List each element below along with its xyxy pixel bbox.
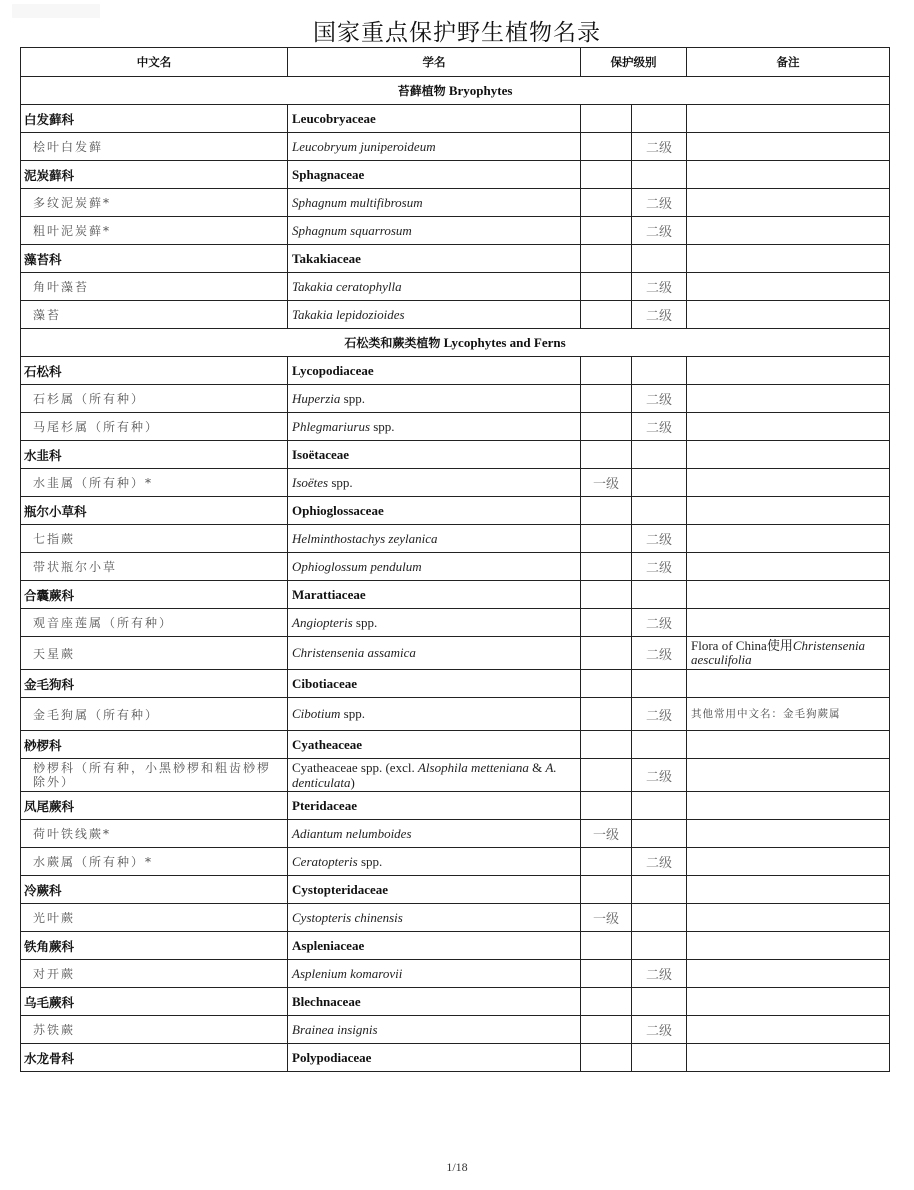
notes-cell [687,553,890,581]
level-two-cell: 二级 [632,759,687,792]
chinese-name-cell: 水韭科 [21,441,288,469]
section-title-en: Bryophytes [448,83,513,98]
level-two-cell: 二级 [632,385,687,413]
level-two-cell [632,876,687,904]
scientific-name-cell [288,133,581,161]
level-one-cell [581,637,632,670]
scientific-name-italic: Ceratopteris [292,853,358,869]
level-one-cell [581,413,632,441]
scientific-name-cell: Polypodiaceae [288,1044,581,1072]
level-one-cell: 一级 [581,904,632,932]
scientific-name-italic: Isoëtes [292,474,329,490]
level-two-cell [632,904,687,932]
chinese-name-cell: 马尾杉属（所有种） [21,413,288,441]
scientific-name-cell [288,904,581,932]
chinese-name-cell: 带状瓶尔小草 [21,553,288,581]
level-one-cell [581,792,632,820]
scientific-name-cell [288,525,581,553]
scientific-name-cell: Cyatheaceae [288,731,581,759]
level-one-cell [581,189,632,217]
species-row [21,217,890,245]
protected-plants-table [20,47,890,1072]
scientific-name-italic: Phlegmariurus [292,418,370,434]
species-row [21,469,890,497]
level-two-cell: 二级 [632,848,687,876]
species-row [21,413,890,441]
scientific-name-text: Cyatheaceae spp. (excl. [292,760,418,775]
level-two-cell: 二级 [632,698,687,731]
notes-cell [687,161,890,189]
notes-cell [687,1016,890,1044]
level-one-cell [581,848,632,876]
level-one-cell [581,273,632,301]
chinese-name-cell: 石杉属（所有种） [21,385,288,413]
scientific-name-cell: Blechnaceae [288,988,581,1016]
level-two-cell [632,497,687,525]
level-two-cell: 二级 [632,273,687,301]
level-one-cell [581,731,632,759]
section-title-en: Lycophytes and Ferns [443,335,566,350]
scientific-name-text: spp. [340,706,365,721]
scientific-name-cell [288,960,581,988]
notes-cell [687,525,890,553]
level-two-cell [632,161,687,189]
chinese-name-cell: 白发藓科 [21,105,288,133]
scientific-name-cell: Lycopodiaceae [288,357,581,385]
notes-cell [687,273,890,301]
scientific-name-cell [288,469,581,497]
level-one-cell: 一级 [581,820,632,848]
scientific-name-text: spp. [370,418,395,434]
document-title: 国家重点保护野生植物名录 [313,20,601,46]
species-row [21,637,890,670]
level-two-cell: 二级 [632,301,687,329]
scientific-name-cell [288,413,581,441]
scientific-name-cell [288,553,581,581]
scientific-name-cell [288,273,581,301]
scientific-name-cell: Leucobryaceae [288,105,581,133]
notes-cell [687,988,890,1016]
section-title [21,329,890,357]
chinese-name-cell: 观音座莲属（所有种） [21,609,288,637]
chinese-name-cell: 光叶蕨 [21,904,288,932]
family-row [21,441,890,469]
species-row [21,904,890,932]
chinese-name-cell: 石松科 [21,357,288,385]
note-italic: Christensenia aesculifolia [691,638,866,667]
level-two-cell [632,1044,687,1072]
chinese-name-cell: 瓶尔小草科 [21,497,288,525]
table-header-row [21,48,890,77]
scientific-name-text: spp. [357,853,383,869]
scientific-name-italic: Adiantum nelumboides [292,825,412,841]
scientific-name-italic: Takakia lepidozioides [292,306,405,322]
chinese-name-cell: 苏铁蕨 [21,1016,288,1044]
level-two-cell [632,932,687,960]
chinese-name-cell: 桫椤科（所有种，小黑桫椤和粗齿桫椤除外） [21,759,288,792]
notes-cell [687,820,890,848]
chinese-name-cell: 桫椤科 [21,731,288,759]
scientific-name-italic: Leucobryum juniperoideum [292,138,436,154]
level-two-cell [632,245,687,273]
level-two-cell: 二级 [632,553,687,581]
chinese-name-cell: 桧叶白发藓 [21,133,288,161]
section-title [21,77,890,105]
chinese-name-cell: 藻苔科 [21,245,288,273]
level-one-cell [581,960,632,988]
scientific-name-cell [288,848,581,876]
chinese-name-cell: 水蕨属（所有种）* [21,848,288,876]
scientific-name-italic: Cystopteris chinensis [292,909,403,925]
level-one-cell [581,698,632,731]
level-one-cell [581,133,632,161]
notes-cell [687,133,890,161]
scientific-name-italic: A. denticulata [292,760,557,790]
chinese-name-cell: 天星蕨 [21,637,288,670]
section-row [21,77,890,105]
notes-cell [687,904,890,932]
scientific-name-cell [288,385,581,413]
level-one-cell [581,385,632,413]
scientific-name-cell [288,820,581,848]
notes-cell [687,960,890,988]
scientific-name-cell [288,637,581,670]
chinese-name-cell: 金毛狗科 [21,670,288,698]
notes-cell [687,609,890,637]
notes-cell [687,876,890,904]
level-one-cell [581,245,632,273]
level-one-cell [581,1044,632,1072]
level-two-cell: 二级 [632,413,687,441]
scientific-name-text: & [528,760,546,775]
scientific-name-text: spp. [352,614,378,630]
scientific-name-cell: Aspleniaceae [288,932,581,960]
family-row [21,497,890,525]
chinese-name-cell: 七指蕨 [21,525,288,553]
chinese-name-cell: 角叶藻苔 [21,273,288,301]
level-one-cell [581,932,632,960]
header-scientific-name: 学名 [288,48,581,77]
notes-cell [687,759,890,792]
level-two-cell [632,670,687,698]
chinese-name-cell: 冷蕨科 [21,876,288,904]
family-row [21,670,890,698]
level-one-cell [581,670,632,698]
notes-cell [687,1044,890,1072]
family-row [21,876,890,904]
scientific-name-cell: Cystopteridaceae [288,876,581,904]
level-one-cell [581,301,632,329]
notes-cell [687,357,890,385]
scientific-name-italic: Brainea insignis [292,1021,378,1037]
note-text: Flora of China使用 [691,638,793,653]
level-two-cell [632,441,687,469]
chinese-name-cell: 水韭属（所有种）* [21,469,288,497]
level-one-cell: 一级 [581,469,632,497]
notes-cell [687,637,890,670]
scientific-name-italic: Cibotium [292,706,341,721]
level-two-cell [632,357,687,385]
family-row [21,357,890,385]
species-row [21,189,890,217]
level-two-cell [632,581,687,609]
scientific-name-cell: Isoëtaceae [288,441,581,469]
species-row [21,960,890,988]
level-one-cell [581,581,632,609]
scientific-name-cell: Sphagnaceae [288,161,581,189]
family-row [21,988,890,1016]
family-row [21,932,890,960]
scientific-name-cell: Cibotiaceae [288,670,581,698]
level-two-cell: 二级 [632,637,687,670]
level-two-cell: 二级 [632,133,687,161]
chinese-name-cell: 水龙骨科 [21,1044,288,1072]
species-row [21,820,890,848]
level-one-cell [581,609,632,637]
level-two-cell [632,469,687,497]
scientific-name-italic: Sphagnum squarrosum [292,222,412,238]
chinese-name-cell: 多纹泥炭藓* [21,189,288,217]
notes-cell [687,848,890,876]
level-one-cell [581,441,632,469]
notes-cell [687,217,890,245]
species-row [21,848,890,876]
species-row [21,609,890,637]
scientific-name-italic: Ophioglossum pendulum [292,558,422,574]
section-row [21,329,890,357]
family-row [21,792,890,820]
species-row [21,385,890,413]
level-two-cell [632,820,687,848]
notes-cell [687,105,890,133]
chinese-name-cell: 粗叶泥炭藓* [21,217,288,245]
notes-cell [687,385,890,413]
notes-cell [687,301,890,329]
section-title-zh: 苔藓植物 [397,84,446,98]
level-two-cell: 二级 [632,960,687,988]
scientific-name-italic: Asplenium komarovii [292,965,403,981]
family-row [21,161,890,189]
level-one-cell [581,497,632,525]
level-two-cell: 二级 [632,217,687,245]
family-row [21,105,890,133]
scientific-name-cell [288,759,581,792]
family-row [21,581,890,609]
chinese-name-cell: 金毛狗属（所有种） [21,698,288,731]
notes-cell [687,469,890,497]
notes-cell [687,245,890,273]
notes-cell [687,441,890,469]
notes-cell: 其他常用中文名：金毛狗蕨属 [687,698,890,731]
level-one-cell [581,1016,632,1044]
level-two-cell: 二级 [632,525,687,553]
section-title-zh: 石松类和蕨类植物 [344,336,441,350]
header-chinese-name: 中文名 [21,48,288,77]
level-two-cell [632,792,687,820]
species-row [21,698,890,731]
level-one-cell [581,553,632,581]
species-row [21,273,890,301]
family-row [21,731,890,759]
scientific-name-cell: Pteridaceae [288,792,581,820]
level-one-cell [581,876,632,904]
scientific-name-cell [288,217,581,245]
scientific-name-text: spp. [340,390,365,406]
level-one-cell [581,357,632,385]
scientific-name-text: ) [350,775,355,790]
header-notes: 备注 [687,48,890,77]
header-protection-level: 保护级别 [581,48,687,77]
scientific-name-cell [288,1016,581,1044]
chinese-name-cell: 铁角蕨科 [21,932,288,960]
scientific-name-text: spp. [328,474,353,490]
scientific-name-cell [288,301,581,329]
scientific-name-italic: Takakia ceratophylla [292,278,402,294]
species-row [21,553,890,581]
species-row [21,301,890,329]
notes-cell [687,413,890,441]
level-one-cell [581,105,632,133]
scientific-name-italic: Alsophila metteniana [417,760,529,775]
scientific-name-italic: Sphagnum multifibrosum [292,194,423,210]
level-one-cell [581,759,632,792]
chinese-name-cell: 藻苔 [21,301,288,329]
level-two-cell [632,988,687,1016]
family-row [21,1044,890,1072]
chinese-name-cell: 凤尾蕨科 [21,792,288,820]
notes-cell [687,497,890,525]
species-row [21,1016,890,1044]
scientific-name-italic: Christensenia assamica [292,645,416,660]
notes-cell [687,731,890,759]
species-row [21,525,890,553]
family-row [21,245,890,273]
level-one-cell [581,988,632,1016]
notes-cell [687,932,890,960]
notes-cell [687,189,890,217]
scientific-name-cell: Ophioglossaceae [288,497,581,525]
notes-cell [687,670,890,698]
scientific-name-cell [288,189,581,217]
chinese-name-cell: 合囊蕨科 [21,581,288,609]
notes-cell [687,792,890,820]
level-two-cell [632,731,687,759]
scientific-name-cell [288,698,581,731]
level-two-cell: 二级 [632,609,687,637]
level-two-cell: 二级 [632,1016,687,1044]
chinese-name-cell: 荷叶铁线蕨* [21,820,288,848]
scientific-name-cell [288,609,581,637]
level-two-cell: 二级 [632,189,687,217]
level-one-cell [581,161,632,189]
chinese-name-cell: 对开蕨 [21,960,288,988]
chinese-name-cell: 乌毛蕨科 [21,988,288,1016]
scientific-name-italic: Helminthostachys zeylanica [292,530,438,546]
level-two-cell [632,105,687,133]
species-row [21,759,890,792]
scientific-name-italic: Angiopteris [292,614,353,630]
scientific-name-cell: Takakiaceae [288,245,581,273]
chinese-name-cell: 泥炭藓科 [21,161,288,189]
level-one-cell [581,217,632,245]
species-row [21,133,890,161]
scientific-name-cell: Marattiaceae [288,581,581,609]
scientific-name-italic: Huperzia [292,390,341,406]
page-number: 1/18 [446,1160,468,1174]
notes-cell [687,581,890,609]
table-body [21,77,890,1072]
level-one-cell [581,525,632,553]
